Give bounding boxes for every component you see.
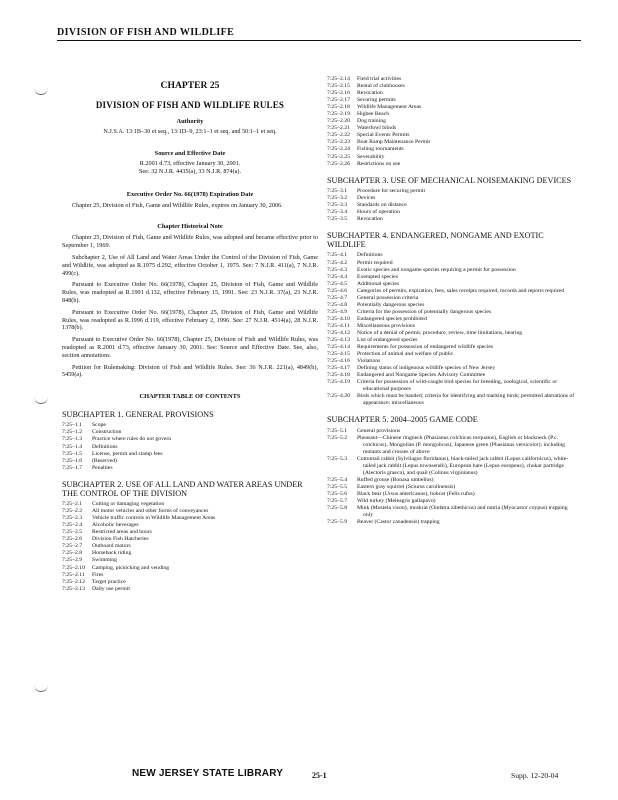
toc-item: 7:25–4.9 Criteria for the possession of potentially dangerous species: [327, 308, 492, 315]
toc-item: 7:25–4.15 Protection of animal and welfare of public: [327, 351, 454, 358]
toc-item: 7:25–2.21 Waterfowl blinds: [327, 125, 397, 132]
subchapter-heading: SUBCHAPTER 1. GENERAL PROVISIONS: [62, 410, 214, 420]
toc-heading: CHAPTER TABLE OF CONTENTS: [139, 393, 241, 401]
toc-item: 7:25–2.13 Daily use permit: [62, 585, 130, 592]
toc-item: 7:25–2.17 Securing permits: [327, 97, 396, 104]
chapter-number: CHAPTER 25: [160, 80, 220, 91]
toc-item: 7:25–2.14 Field trial activities: [327, 76, 402, 82]
page-number: 25-1: [312, 771, 327, 780]
toc-item: 7:25–4.3 Exotic species and nongame species requiring a permit for possession: [327, 266, 516, 273]
history-paragraph: Chapter 25, Division of Fish, Game and Wildlife Rules, was adopted and became effective prior to September 1, 1969.: [62, 234, 318, 250]
toc-item: 7:25–2.7 Outboard motors: [62, 543, 131, 550]
source-line: R.2001 d.73, effective January 30, 2001.: [139, 160, 241, 168]
toc-item: 7:25–4.6 Categories of permits, expiration, fees, sales receipts required, records and reports required: [327, 287, 565, 294]
toc-item: 7:25–1.3 Practice where rules do not govern: [62, 436, 172, 443]
toc-item: 7:25–4.12 Notice of a denial of permit, procedure, review, time limitations, hearing: [327, 329, 523, 336]
toc-item: 7:25–5.1 General provisions: [327, 427, 401, 434]
toc-item: 7:25–4.5 Additional species: [327, 280, 400, 287]
authority-text: N.J.S.A. 13:1B–30 et seq., 13:1D–9, 23:1–1 et seq. and 50:1–1 et seq.: [103, 128, 277, 135]
toc-item: 7:25–2.19 Higbee Beach: [327, 111, 390, 118]
toc-item: 7:25–5.9 Beaver (Castor canadensis) trapping: [327, 519, 440, 526]
toc-item: 7:25–4.13 List of endangered species: [327, 337, 418, 344]
toc-item: 7:25–2.4 Alcoholic beverages: [62, 522, 139, 529]
source-heading: Source and Effective Date: [154, 150, 226, 158]
eo-text: Chapter 25, Division of Fish, Game and Wildlife Rules, expires on January 30, 2006.: [72, 201, 283, 209]
history-paragraph: Petition for Rulemaking: Division of Fish and Wildlife Rules. See: 36 N.J.R. 221(a), 4849(b), 5459(a).: [62, 363, 318, 379]
running-header: DIVISION OF FISH AND WILDLIFE: [57, 27, 581, 41]
left-column: [62, 76, 318, 593]
toc-item: 7:25–1.6 (Reserved): [62, 457, 117, 464]
toc-item: 7:25–2.9 Swimming: [62, 557, 117, 564]
toc-item: 7:25–2.12 Target practice: [62, 578, 126, 585]
toc-item: 7:25–2.24 Fishing tournaments: [327, 146, 404, 153]
library-stamp: NEW JERSEY STATE LIBRARY: [132, 768, 284, 779]
subchapter-heading: SUBCHAPTER 5. 2004–2005 GAME CODE: [327, 415, 478, 425]
history-paragraph: Pursuant to Executive Order No. 66(1978), Chapter 25, Division of Fish, Game and Wildlife Rules, was readopted as R.1991 d.132, effective February 15, 1991. See: 23 N.J.R. 37(a), 23 N.J.R. 848(b).: [62, 281, 318, 304]
toc-item: 7:25–5.4 Ruffed grouse (Bonasa umbellus): [327, 477, 434, 484]
toc-item: 7:25–4.1 Definitions: [327, 252, 383, 259]
chapter-title: DIVISION OF FISH AND WILDLIFE RULES: [95, 100, 285, 110]
toc-list: [62, 501, 318, 593]
toc-item: 7:25–2.26 Restrictions on use: [327, 160, 401, 167]
margin-mark: [34, 395, 48, 404]
toc-item: 7:25–3.2 Devices: [327, 194, 376, 201]
toc-item: 7:25–4.18 Endangered and Nongame Species Advisory Committee: [327, 372, 486, 379]
toc-list: [327, 252, 577, 407]
toc-item: 7:25–5.7 Wild turkey (Meleagris gallapavo): [327, 498, 436, 505]
toc-item: 7:25–5.3 Cottontail rabbit (Sylvilagus floridanus), black-tailed jack rabbit (Lepus californicus), white-tailed jack rabbit (Lepus townsendii), European hare (Lepus europeus), chukar partridge (Alectoris graeca), and quail (Colinus virginianus): [327, 455, 569, 476]
history-paragraph: Pursuant to Executive Order No. 66(1978), Chapter 25, Division of Fish and Wildlife Rules, was readopted as R.2001 d.73, effective January 30, 2001. See: Source and Effective Date. See, also, section annotations.: [62, 336, 318, 359]
toc-item: 7:25–5.6 Black bear (Ursus americanus), bobcat (Felis rufus): [327, 491, 475, 498]
margin-mark: [34, 86, 48, 95]
margin-mark: [34, 683, 48, 692]
toc-item: 7:25–2.8 Horseback riding: [62, 550, 132, 557]
toc-item: 7:25–3.4 Hours of operation: [327, 208, 400, 215]
toc-item: 7:25–4.16 Violations: [327, 358, 381, 365]
toc-item: 7:25–1.1 Scope: [62, 422, 106, 429]
toc-item: 7:25–3.1 Procedure for securing permit: [327, 187, 426, 194]
toc-item: 7:25–4.20 Birds which must be banded; criteria for identifying and marking birds; permitted alterations of appearance; miscellaneous: [327, 393, 575, 407]
toc-item: 7:25–4.17 Defining status of indigenous wildlife species of New Jersey: [327, 365, 496, 372]
toc-item: 7:25–2.11 Fires: [62, 571, 104, 578]
source-line: See: 32 N.J.R. 4435(a), 33 N.J.R. 874(a).: [138, 168, 242, 176]
toc-item: 7:25–1.2 Construction: [62, 429, 122, 436]
toc-item: 7:25–2.1 Cutting or damaging vegetation: [62, 501, 165, 508]
toc-item: 7:25–2.10 Camping, picnicking and vending: [62, 564, 170, 571]
toc-item: 7:25–2.6 Division Fish Hatcheries: [62, 536, 149, 543]
toc-item: 7:25–4.7 General possession criteria: [327, 294, 419, 301]
toc-list: [62, 422, 318, 471]
eo-heading: Executive Order No. 66(1978) Expiration Date: [126, 190, 254, 198]
history-paragraph: Subchapter 2, Use of All Land and Water Areas Under the Control of the Division of Fish, Game and Wildlife, was adopted as R.1975 d.292, effective October 1, 1975. See: 7 N.J.R. 411(a), 7 N.J.R. 499(c).: [62, 254, 318, 277]
toc-item: 7:25–4.8 Potentially dangerous species: [327, 301, 425, 308]
toc-item: 7:25–4.4 Exempted species: [327, 273, 398, 280]
toc-item: 7:25–5.5 Eastern gray squirrel (Sciurus carolinensis): [327, 484, 456, 491]
toc-item: 7:25–2.22 Special Events Permits: [327, 132, 410, 139]
toc-item: 7:25–5.2 Pheasant—Chinese ringneck (Phasianus colchicus torquatus), English or blackneck (P.c. colchicus), Mongolian (P. mongolicus), Japanese green (Phasianus versicolor); including mutants and crosses of above: [327, 434, 566, 455]
toc-item: 7:25–2.25 Severability: [327, 153, 385, 160]
subchapter-heading: SUBCHAPTER 2. USE OF ALL LAND AND WATER AREAS UNDER THE CONTROL OF THE DIVISION: [62, 479, 303, 498]
toc-item: 7:25–2.23 Boat Ramp Maintenance Permit: [327, 139, 431, 146]
toc-item: 7:25–4.14 Requirements for possession of endangered wildlife species: [327, 344, 494, 351]
toc-item: 7:25–2.2 All motor vehicles and other forms of conveyances: [62, 508, 209, 515]
toc-item: 7:25–1.5 License, permit and stamp fees: [62, 450, 163, 457]
subchapter-heading: SUBCHAPTER 4. ENDANGERED, NONGAME AND EXOTIC WILDLIFE: [327, 231, 544, 250]
toc-item: 7:25–3.3 Standards on distance: [327, 201, 407, 208]
toc-item: 7:25–1.7 Penalties: [62, 464, 113, 471]
toc-item: 7:25–4.10 Endangered species prohibited: [327, 315, 427, 322]
toc-list: [327, 188, 577, 223]
toc-item: 7:25–2.3 Vehicle traffic controls in Wildlife Management Areas: [62, 515, 216, 522]
toc-item: 7:25–5.8 Mink (Mustela vison), muskrat (Ondatra zibethicus) and nutria (Myocastor coypus) trapping only: [327, 505, 568, 519]
toc-list: [327, 76, 577, 168]
authority-heading: Authority: [176, 118, 204, 125]
toc-item: 7:25–1.4 Definitions: [62, 443, 118, 450]
toc-list: [327, 428, 577, 527]
toc-item: 7:25–4.11 Miscellaneous provisions: [327, 322, 415, 329]
toc-item: 7:25–2.15 Rental of clubhouses: [327, 83, 405, 90]
toc-item: 7:25–2.16 Revocation: [327, 90, 383, 97]
subchapter-heading: SUBCHAPTER 3. USE OF MECHANICAL NOISEMAKING DEVICES: [327, 175, 572, 185]
toc-item: 7:25–4.19 Criteria for possession of wild-caught bird species for breeding, zoological, scientific or educational purposes: [327, 379, 558, 393]
right-column: [327, 76, 577, 526]
toc-item: 7:25–2.20 Dog training: [327, 118, 386, 125]
toc-item: 7:25–2.5 Restricted areas and hours: [62, 529, 152, 536]
toc-item: 7:25–4.2 Permit required: [327, 259, 393, 266]
history-paragraph: Pursuant to Executive Order No. 66(1978), Chapter 25, Division of Fish, Game and Wildlife Rules, was readopted as R.1996 d.119, effective February 2, 1996. See: 27 N.J.R. 4514(a), 28 N.J.R. 1378(b).: [62, 308, 318, 332]
history-heading: Chapter Historical Note: [157, 223, 223, 231]
toc-item: 7:25–3.5 Revocation: [327, 216, 383, 222]
supplement-date: Supp. 12-20-04: [511, 771, 559, 780]
toc-item: 7:25–2.18 Wildlife Management Areas: [327, 104, 422, 111]
